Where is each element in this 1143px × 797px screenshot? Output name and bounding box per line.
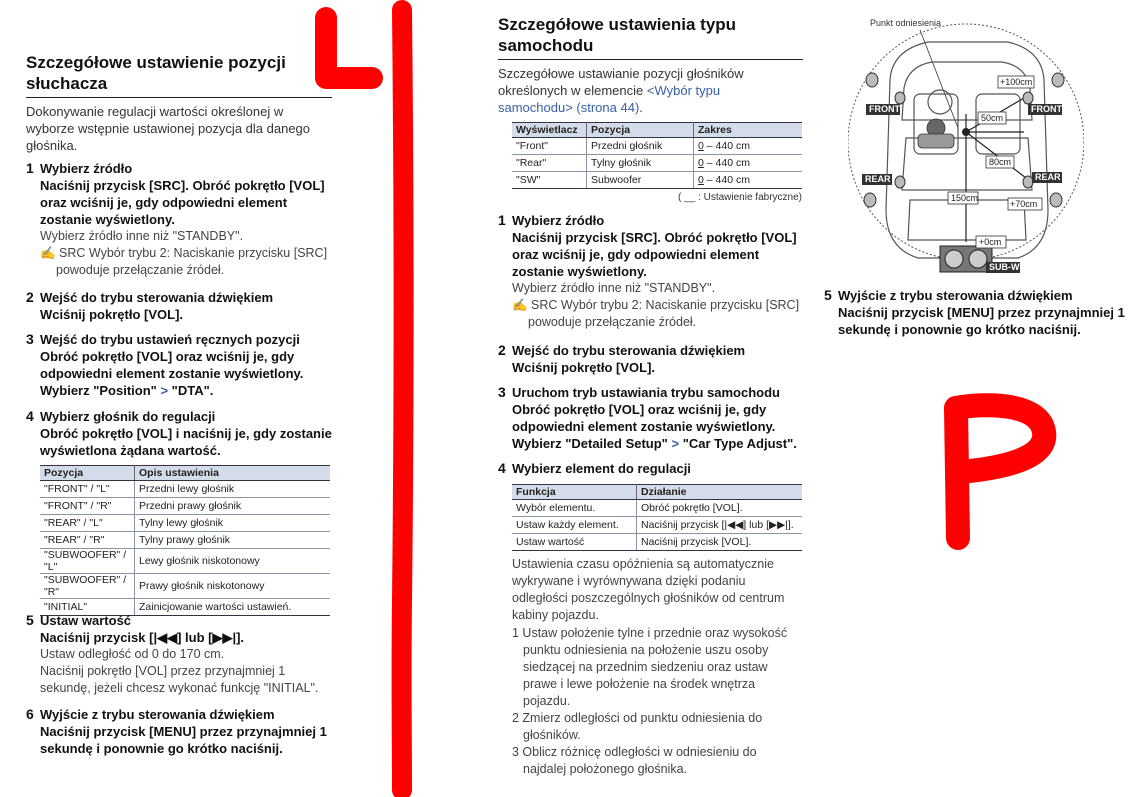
left-intro: Dokonywanie regulacji wartości określonej w wyborze wstępnie ustawionej pozycja dla danego głośnika. xyxy=(26,104,311,153)
list-item: 1 Ustaw położenie tylne i przednie oraz wysokość punktu odniesienia na położenie uszu osoby siedzącej na przednim siedzeniu oraz ustaw prawe i lewe położenie na środek wnętrza pojazdu. xyxy=(512,626,788,708)
table-header: Opis ustawienia xyxy=(135,466,331,481)
step-title: Wyjście z trybu sterowania dźwiękiem xyxy=(40,707,275,722)
front-left-speaker xyxy=(866,73,878,87)
table-row: "REAR" / "L" Tylny lewy głośnik xyxy=(40,515,330,532)
step-number: 1 xyxy=(26,160,34,176)
left-column xyxy=(26,52,332,154)
letter-l-mark xyxy=(326,18,372,78)
left-step-4: 4 Wybierz głośnik do regulacji Obróć pokrętło [VOL] i naciśnij je, gdy zostanie wyświetlona żądana wartość. xyxy=(26,408,332,458)
position-table xyxy=(40,465,330,616)
table-row: Ustaw wartość Naciśnij przycisk [VOL]. xyxy=(512,534,802,551)
table-header: Wyświetlacz xyxy=(512,123,587,138)
car-outline xyxy=(886,42,1048,258)
step-number: 5 xyxy=(26,612,34,628)
table-row: "SW" Subwoofer 0 – 440 cm xyxy=(512,172,802,189)
driver-figure xyxy=(918,119,954,148)
left-step-2: 2 Wejść do trybu sterowania dźwiękiem Wciśnij pokrętło [VOL]. xyxy=(26,289,332,323)
table-row: "INITIAL" Zainicjowanie wartości ustawień. xyxy=(40,599,330,616)
middle-step-4 xyxy=(498,460,803,477)
table-header: Działanie xyxy=(637,485,803,500)
speakers xyxy=(864,73,1064,207)
table-row: Ustaw każdy element. Naciśnij przycisk [|◀◀] lub [▶▶|]. xyxy=(512,517,802,534)
table-row: Wybór elementu. Obróć pokrętło [VOL]. xyxy=(512,500,802,517)
table-row: "REAR" / "R" Tylny prawy głośnik xyxy=(40,532,330,549)
distance-label: +0cm xyxy=(979,237,1002,247)
function-table xyxy=(512,484,802,551)
step-number: 3 xyxy=(26,331,34,347)
step-title: Uruchom tryb ustawiania trybu samochodu xyxy=(512,385,780,400)
rear-right-speaker xyxy=(1023,176,1033,188)
middle-column xyxy=(498,14,803,116)
step-title: Ustaw wartość xyxy=(40,613,132,628)
door-left-speaker xyxy=(895,92,905,104)
left-step-1: 1 Wybierz źródło Naciśnij przycisk [SRC]. Obróć pokrętło [VOL] oraz wciśnij je, gdy odpowiedni element zostanie wyświetlony. Wybierz źródło inne niż "STANDBY". ✍ SRC Wybór trybu 2: Naciskanie przycisku [SRC] powoduje przełączanie źródeł. xyxy=(26,160,332,279)
left-step-6: 6 Wyjście z trybu sterowania dźwiękiem Naciśnij przycisk [MENU] przez przynajmniej 1 sekundę i ponownie go krótko naciśnij. xyxy=(26,706,332,757)
step-title: Wyjście z trybu sterowania dźwiękiem xyxy=(838,288,1073,303)
step-title: Wybierz źródło xyxy=(512,213,605,228)
car-speaker-diagram xyxy=(848,10,1084,282)
right-step-5: 5 Wyjście z trybu sterowania dźwiękiem Naciśnij przycisk [MENU] przez przynajmniej 1 sekundę i ponownie go krótko naciśnij. xyxy=(824,287,1134,338)
table-row: "FRONT" / "R" Przedni prawy głośnik xyxy=(40,498,330,515)
distance-label: 80cm xyxy=(989,157,1012,167)
step-title: Wejść do trybu sterowania dźwiękiem xyxy=(40,290,274,305)
table-row: "FRONT" / "L" Przedni lewy głośnik xyxy=(40,481,330,498)
car-type-table xyxy=(512,122,802,189)
step-number: 2 xyxy=(26,289,34,305)
distance-label: +70cm xyxy=(1010,199,1038,209)
rear-left-outer-speaker xyxy=(864,193,876,207)
factory-setting-footnote: ( __ : Ustawienie fabryczne) xyxy=(678,192,802,203)
door-right-speaker xyxy=(1023,92,1033,104)
step-title: Wybierz głośnik do regulacji xyxy=(40,409,216,424)
middle-section-title: Szczegółowe ustawienia typu samochodu xyxy=(498,14,803,60)
speaker-label: SUB-W xyxy=(989,262,1020,272)
car-type-link[interactable]: <Wybór typu xyxy=(646,83,721,98)
measurement-list xyxy=(512,625,804,778)
speaker-label: FRONT xyxy=(869,104,900,114)
step-number: 4 xyxy=(26,408,34,424)
step-number: 6 xyxy=(26,706,34,722)
table-header: Zakres xyxy=(694,123,803,138)
distance-label: 150cm xyxy=(951,193,979,203)
step-number: 4 xyxy=(498,460,506,476)
step-number: 5 xyxy=(824,287,832,303)
speaker-label: FRONT xyxy=(1031,104,1062,114)
list-item: 3 Oblicz różnicę odległości w odniesieniu do najdalej położonego głośnika. xyxy=(512,745,757,776)
step-title: Wybierz element do regulacji xyxy=(512,461,691,476)
step-number: 3 xyxy=(498,384,506,400)
middle-step-3: 3 Uruchom tryb ustawiania trybu samochodu Obróć pokrętło [VOL] oraz wciśnij je, gdy odpowiedni element zostanie wyświetlony. Wybierz "Detailed Setup" > "Car Type Adjust". xyxy=(498,384,803,452)
front-right-speaker xyxy=(1052,73,1064,87)
step-number: 2 xyxy=(498,342,506,358)
middle-intro: Szczegółowe ustawianie pozycji głośników określonych w elemencie <Wybór typu samochodu> (strona 44). xyxy=(498,66,744,115)
list-item: 2 Zmierz odległości od punktu odniesienia do głośników. xyxy=(512,711,763,742)
left-section-title: Szczegółowe ustawienie pozycji słuchacza xyxy=(26,52,332,98)
rear-left-speaker xyxy=(895,176,905,188)
distance-label: 50cm xyxy=(981,113,1004,123)
car-type-link-cont[interactable]: samochodu> (strona 44) xyxy=(498,100,640,115)
table-header: Pozycja xyxy=(40,466,135,481)
step-title: Wybierz źródło xyxy=(40,161,133,176)
table-row: "Front" Przedni głośnik 0 – 440 cm xyxy=(512,138,802,155)
table-row: "Rear" Tylny głośnik 0 – 440 cm xyxy=(512,155,802,172)
delay-paragraph: Ustawienia czasu opóźnienia są automatycznie wykrywane i wyrównywana dzięki podaniu odległości poszczególnych głośników od centrum kabiny pojazdu. xyxy=(512,557,785,622)
step-title: Wejść do trybu sterowania dźwiękiem xyxy=(512,343,746,358)
red-divider-line xyxy=(402,10,404,790)
subwoofer-box xyxy=(940,246,992,272)
step-number: 1 xyxy=(498,212,506,228)
table-header: Funkcja xyxy=(512,485,637,500)
table-row: "SUBWOOFER" / "R" Prawy głośnik niskotonowy xyxy=(40,574,330,599)
table-row: "SUBWOOFER" / "L" Lewy głośnik niskotonowy xyxy=(40,549,330,574)
middle-step-1: 1 Wybierz źródło Naciśnij przycisk [SRC]. Obróć pokrętło [VOL] oraz wciśnij je, gdy odpowiedni element zostanie wyświetlony. Wybierz źródło inne niż "STANDBY". ✍ SRC Wybór trybu 2: Naciskanie przycisku [SRC] powoduje przełączanie źródeł. xyxy=(498,212,803,331)
table-header: Pozycja xyxy=(587,123,694,138)
rear-right-outer-speaker xyxy=(1050,193,1062,207)
left-step-3: 3 Wejść do trybu ustawień ręcznych pozycji Obróć pokrętło [VOL] oraz wciśnij je, gdy odpowiedni element zostanie wyświetlony. Wybierz "Position" > "DTA". xyxy=(26,331,332,399)
step-title: Wejść do trybu ustawień ręcznych pozycji xyxy=(40,332,300,347)
speaker-label: REAR xyxy=(865,174,891,184)
distance-label: +100cm xyxy=(1000,77,1033,87)
middle-step-2: 2 Wejść do trybu sterowania dźwiękiem Wciśnij pokrętło [VOL]. xyxy=(498,342,803,376)
left-step-5: 5 Ustaw wartość Naciśnij przycisk [|◀◀] lub [▶▶|]. Ustaw odległość od 0 do 170 cm. Naciśnij pokrętło [VOL] przez przynajmniej 1 sekundę, jeżeli chcesz wykonać funkcję "INITIAL". xyxy=(26,612,332,697)
speaker-label: REAR xyxy=(1035,172,1061,182)
reference-point-label: Punkt odniesienia xyxy=(870,18,942,28)
letter-p-mark xyxy=(956,405,1044,538)
